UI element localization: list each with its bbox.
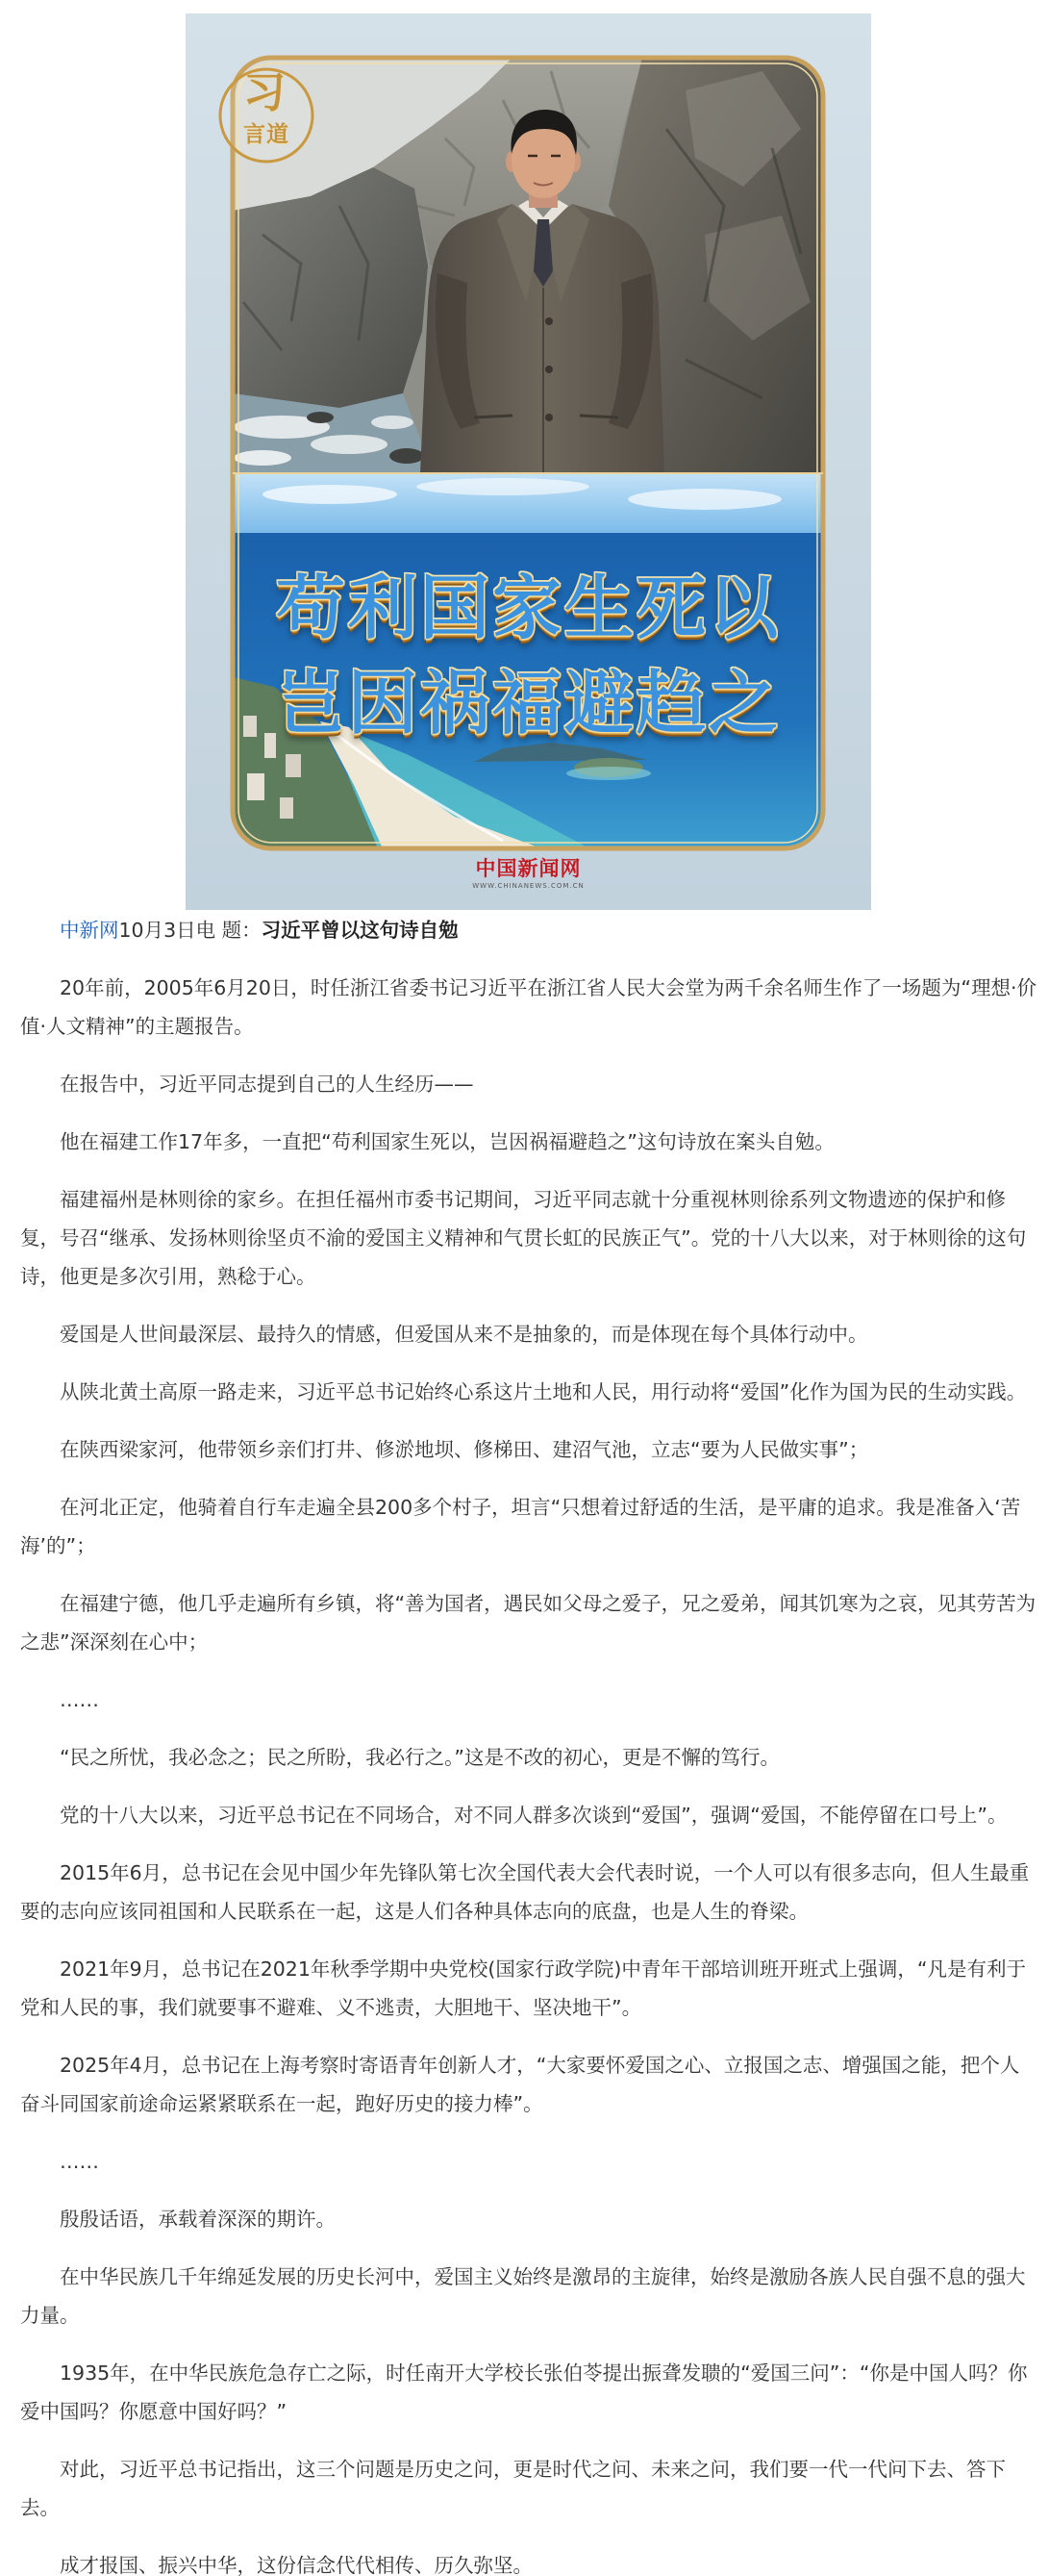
article-body — [20, 911, 1037, 2576]
poster-title-line-1: 苟利国家生死以 — [275, 567, 781, 648]
poster-title-line-2: 岂因祸福避趋之 — [275, 662, 781, 744]
chinanews-logo-url: WWW.CHINANEWS.COM.CN — [472, 882, 585, 890]
chinanews-logo: 中国新闻网 — [475, 856, 582, 880]
paragraph: 2015年6月，总书记在会见中国少年先锋队第七次全国代表大会代表时说，一个人可以有很多志向，但人生最重要的志向应该同祖国和人民联系在一起，这是人们各种具体志向的底盘，也是人生的脊梁。 — [20, 1861, 1030, 1923]
paragraph: 成才报国、振兴中华，这份信念代代相传、历久弥坚。 — [60, 2554, 533, 2576]
article-dateline — [20, 911, 1037, 949]
emblem-bottom-chars: 言道 — [243, 121, 289, 147]
paragraph: 对此，习近平总书记指出，这三个问题是历史之问，更是时代之问、未来之问，我们要一代一代问下去、答下去。 — [20, 2458, 1006, 2519]
paragraph: 殷殷话语，承载着深深的期许。 — [60, 2208, 336, 2231]
emblem-top-char: 习 — [243, 68, 286, 117]
paragraph: 20年前，2005年6月20日，时任浙江省委书记习近平在浙江省人民大会堂为两千余名师生作了一场题为“理想·价值·人文精神”的主题报告。 — [20, 976, 1037, 1038]
ellipsis-paragraph: …… — [60, 1688, 99, 1711]
paragraph: 在中华民族几千年绵延发展的历史长河中，爱国主义始终是激昂的主旋律，始终是激励各族人民自强不息的强大力量。 — [20, 2265, 1026, 2327]
paragraph: 爱国是人世间最深层、最持久的情感，但爱国从来不是抽象的，而是体现在每个具体行动中。 — [60, 1323, 868, 1346]
paragraph: “民之所忧，我必念之；民之所盼，我必行之。”这是不改的初心，更是不懈的笃行。 — [60, 1746, 780, 1769]
paragraph: 从陕北黄土高原一路走来，习近平总书记始终心系这片土地和人民，用行动将“爱国”化作为国为民的生动实践。 — [60, 1380, 1027, 1403]
paragraph: 在报告中，习近平同志提到自己的人生经历—— — [60, 1073, 474, 1096]
paragraph: 在陕西梁家河，他带领乡亲们打井、修淤地坝、修梯田、建沼气池，立志“要为人民做实事”； — [60, 1438, 869, 1461]
paragraph: 2021年9月，总书记在2021年秋季学期中央党校(国家行政学院)中青年干部培训班开班式上强调，“凡是有利于党和人民的事，我们就要事不避难、义不逃责，大胆地干、坚决地干”。 — [20, 1957, 1026, 2019]
ellipsis-paragraph: …… — [60, 2150, 99, 2173]
paragraph: 1935年，在中华民族危急存亡之际，时任南开大学校长张伯苓提出振聋发聩的“爱国三问”：“你是中国人吗？你爱中国吗？你愿意中国好吗？” — [20, 2361, 1028, 2423]
article-headline: 习近平曾以这句诗自勉 — [261, 919, 459, 942]
dateline-text: 10月3日电 题： — [118, 919, 262, 942]
paragraph: 在河北正定，他骑着自行车走遍全县200多个村子，坦言“只想着过舒适的生活，是平庸的追求。我是准备入‘苦海’的”； — [20, 1496, 1021, 1557]
source-link[interactable]: 中新网 — [60, 919, 119, 942]
poster-title — [186, 560, 871, 750]
paragraph: 他在福建工作17年多，一直把“苟利国家生死以，岂因祸福避趋之”这句诗放在案头自勉。 — [60, 1130, 835, 1153]
paragraph: 党的十八大以来，习近平总书记在不同场合，对不同人群多次谈到“爱国”，强调“爱国，不能停留在口号上”。 — [60, 1804, 1008, 1827]
paragraph: 福建福州是林则徐的家乡。在担任福州市委书记期间，习近平同志就十分重视林则徐系列文物遗迹的保护和修复，号召“继承、发扬林则徐坚贞不渝的爱国主义精神和气贯长虹的民族正气”。党的十八大以来，对于林则徐的这句诗，他更是多次引用，熟稔于心。 — [20, 1188, 1027, 1288]
poster-image — [186, 13, 871, 910]
paragraph: 在福建宁德，他几乎走遍所有乡镇，将“善为国者，遇民如父母之爱子，兄之爱弟，闻其饥寒为之哀，见其劳苦为之悲”深深刻在心中； — [20, 1592, 1037, 1654]
paragraph: 2025年4月，总书记在上海考察时寄语青年创新人才，“大家要怀爱国之心、立报国之志、增强国之能，把个人奋斗同国家前途命运紧紧联系在一起，跑好历史的接力棒”。 — [20, 2054, 1020, 2115]
